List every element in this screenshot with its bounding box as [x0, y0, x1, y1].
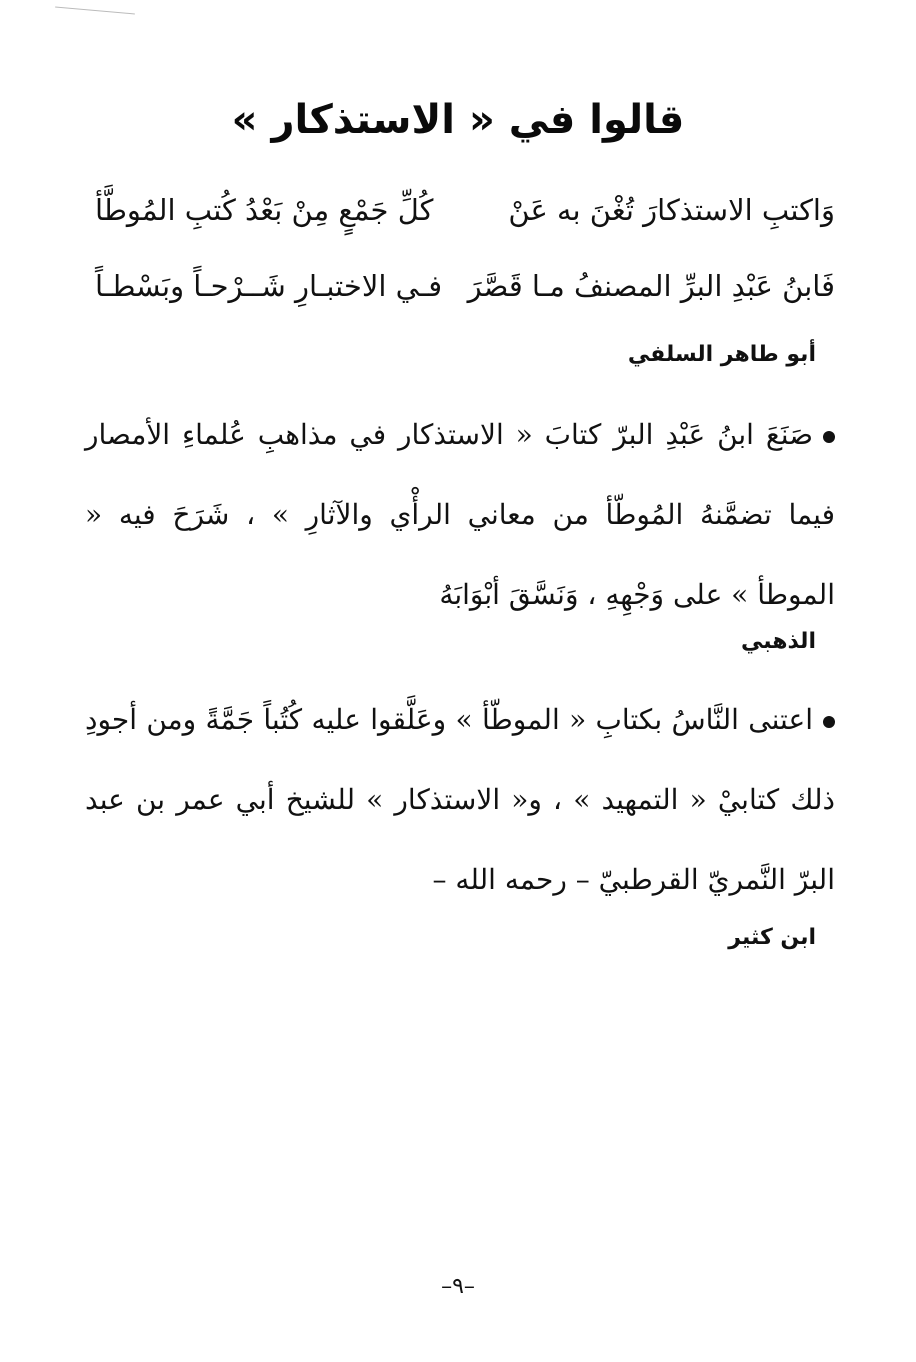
bullet-icon: [823, 716, 835, 728]
verse-1-second-hemistich: كُلِّ جَمْعٍ مِنْ بَعْدُ كُتبِ المُوطَّأ: [95, 193, 434, 227]
poem-verse-2: [95, 256, 835, 316]
page-number: –٩–: [441, 1274, 475, 1299]
page-title: قالوا في « الاستذكار »: [231, 97, 685, 143]
quote-2-text: اعتنى النَّاسُ بكتابِ « الموطّأ » وعَلَّقوا عليه كُتُباً جَمَّةً ومن أجودِ ذلك كتابيْ « التمهيد » ، و« الاستذكار » للشيخ أبي عمر بن عبد البرّ النَّمريّ القرطبيّ – رحمه الله –: [85, 703, 835, 896]
quote-2: [85, 680, 835, 920]
verse-1-first-hemistich: وَاكتبِ الاستذكارَ تُغْنَ به عَنْ: [508, 193, 835, 227]
scan-mark: [55, 7, 135, 15]
poem-verse-1: [95, 180, 835, 240]
quote-1-text: صَنَعَ ابنُ عَبْدِ البرّ كتابَ « الاستذكار في مذاهبِ عُلماءِ الأمصار فيما تضمَّنهُ المُوطّأ من معاني الرأْي والآثارِ » ، شَرَحَ فيه « الموطأ » على وَجْهِهِ ، وَنَسَّقَ أبْوَابَهُ: [85, 418, 835, 611]
verse-2-first-hemistich: فَابنُ عَبْدِ البرِّ المصنفُ مـا قَصَّرَ: [467, 269, 835, 303]
quote-2-author: ابن كثير: [728, 925, 816, 950]
bullet-icon: [823, 431, 835, 443]
quote-1: [85, 395, 835, 635]
quote-1-author: الذهبي: [740, 629, 816, 654]
poem-author: أبو طاهر السلفي: [627, 342, 816, 367]
verse-2-second-hemistich: فـي الاختبـارِ شَــرْحـاً وبَسْطـاً: [95, 269, 443, 303]
